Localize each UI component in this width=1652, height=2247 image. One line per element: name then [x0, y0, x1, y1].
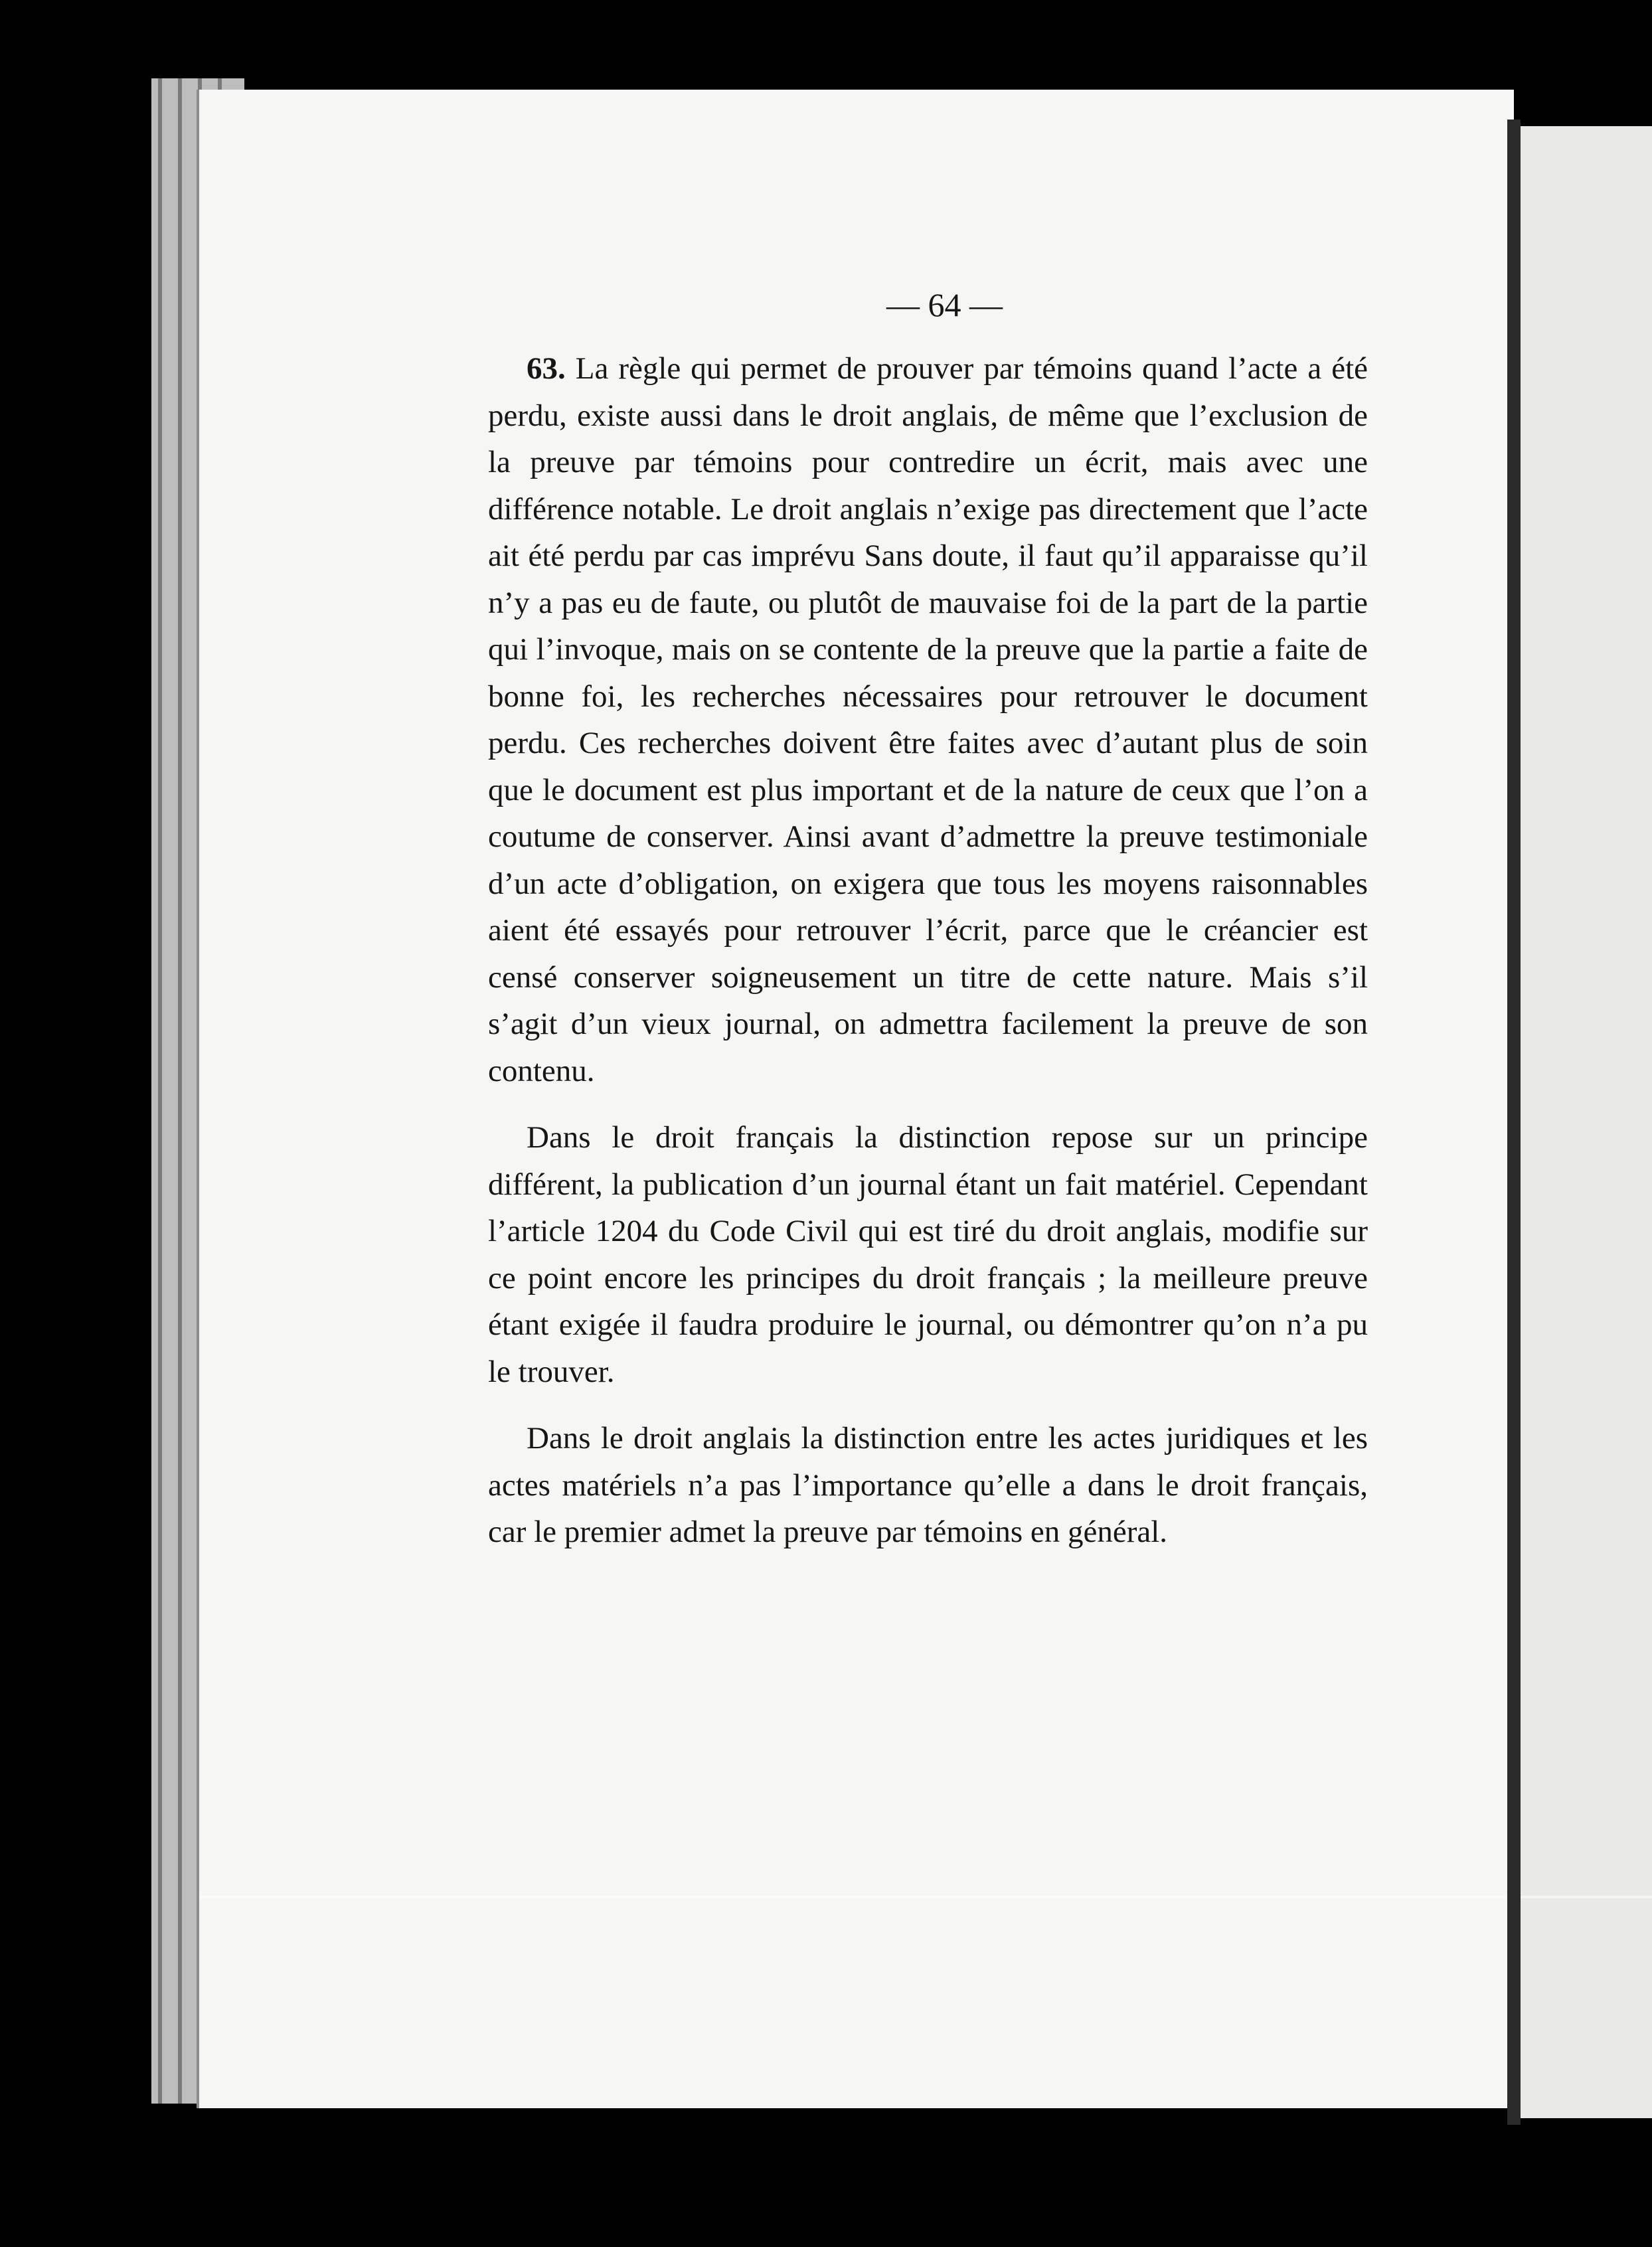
page-body	[488, 345, 1368, 1556]
paragraph-63	[488, 345, 1368, 1094]
scan-artifact-line	[1521, 1896, 1652, 1898]
scan-artifact-line	[199, 1896, 1514, 1898]
facing-page-edge	[1507, 120, 1521, 2125]
facing-page	[1521, 126, 1652, 2118]
paragraph: Dans le droit français la distinction repose sur un principe différent, la publication d’un journal étant un fait matériel. Cependant l’article 1204 du Code Civil qui est tiré du droit anglais, modifie sur ce point encore les principes du droit français ; la meilleure preuve étant exigée il faudra produire le journal, ou démontrer qu’on n’a pu le trouver.	[488, 1120, 1368, 1389]
paragraph-text: La règle qui permet de prouver par témoins quand l’acte a été perdu, existe aussi dans le droit anglais, de même que l’exclusion de la preuve par témoins pour contredire un écrit, mais avec une différence notable. Le droit anglais n’exige pas directement que l’acte ait été perdu par cas imprévu Sans doute, il faut qu’il apparaisse qu’il n’y a pas eu de faute, ou plutôt de mauvaise foi de la part de la partie qui l’invoque, mais on se contente de la preuve que la partie a faite de bonne foi, les recherches nécessaires pour retrouver le document perdu. Ces recherches doivent être faites avec d’autant plus de soin que le document est plus important et de la nature de ceux que l’on a coutume de conserver. Ainsi avant d’admettre la preuve testimoniale d’un acte d’obligation, on exigera que tous les moyens raisonnables aient été essayés pour retrouver l’écrit, parce que le créancier est censé conserver soigneusement un titre de cette nature. Mais s’il s’agit d’un vieux journal, on admettra facilement la preuve de son contenu.	[488, 351, 1368, 1088]
page-edge-line	[158, 78, 162, 2104]
page-edge-line	[178, 78, 182, 2104]
page-number: — 64 —	[886, 286, 1003, 323]
paragraph-number: 63.	[527, 351, 566, 386]
paragraph: Dans le droit anglais la distinction entre les actes juridiques et les actes matériels n’a pas l’importance qu’elle a dans le droit français, car le premier admet la preuve par témoins en général.	[488, 1421, 1368, 1549]
